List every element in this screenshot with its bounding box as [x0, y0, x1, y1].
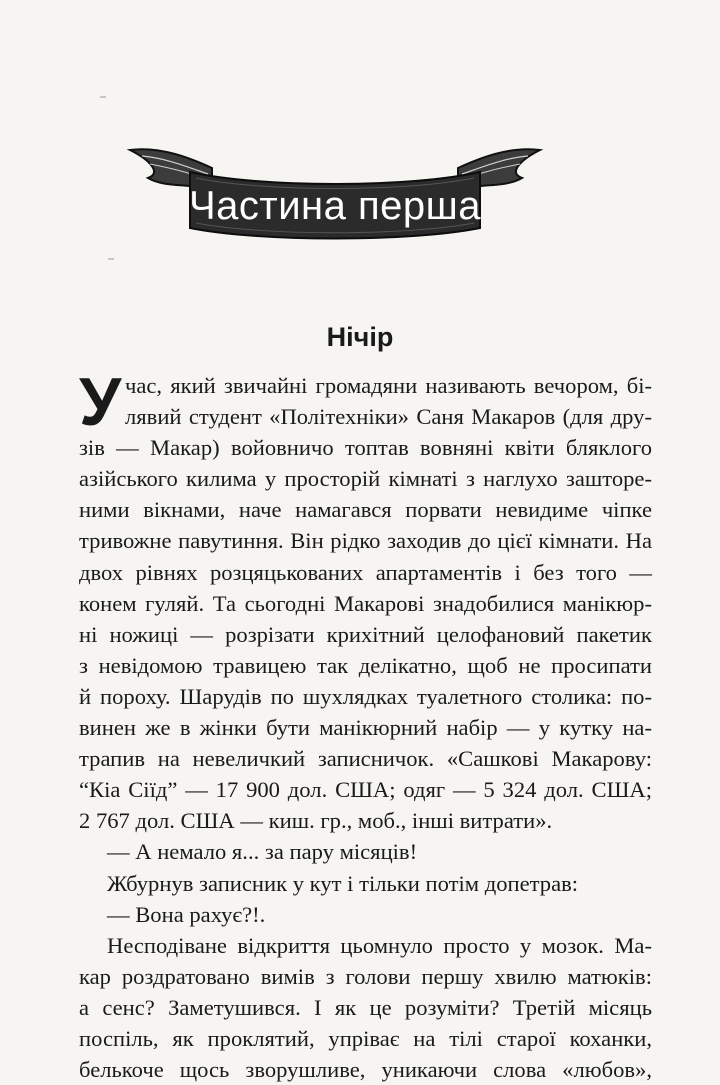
text-line: винен же в жінки бути манікюрний набір — у кутку на-: [79, 715, 652, 741]
text-line: з невідомою травицею так делікатно, щоб не просипати: [79, 652, 652, 678]
text-line: двох рівнях розцяцькованих апартаментів і без того —: [79, 559, 652, 585]
text-line: тривожне павутиння. Він рідко заходив до цієї кімнати. На: [79, 528, 652, 554]
text-line: поспіль, як проклятий, упріває на тілі старої коханки,: [79, 1025, 652, 1051]
text-line: азійського килима у просторій кімнаті з наглухо зашторе-: [79, 466, 652, 492]
part-title: Частина перша: [188, 184, 481, 228]
text-line: й пороху. Шарудів по шухлядках туалетного столика: по-: [79, 683, 652, 709]
text-line: “Кіа Сіїд” — 17 900 дол. США; одяг — 5 324 дол. США;: [79, 777, 652, 803]
scan-speck: [100, 96, 106, 98]
dialogue-line: — А немало я... за пару місяців!: [107, 839, 418, 865]
text-line: Жбурнув записник у кут і тільки потім допетрав:: [107, 870, 579, 896]
text-line: а сенс? Заметушився. І як це розуміти? Третій місяць: [79, 994, 652, 1020]
text-line: конем гуляй. Та сьогодні Макарові знадобилися манікюр-: [79, 590, 652, 616]
text-line: 2 767 дол. США — киш. гр., моб., інші витрати».: [79, 808, 553, 834]
text-line: трапив на невеличкий записничок. «Сашкові Макарову:: [79, 746, 652, 772]
body-text: [79, 364, 652, 1085]
drop-cap: У: [79, 364, 122, 440]
scan-speck: [108, 258, 114, 260]
text-line: белькоче щось зворушливе, уникаючи слова «любов»,: [79, 1057, 652, 1083]
text-line: Несподіване відкриття цьомнуло просто у мозок. Ма-: [107, 932, 652, 958]
chapter-title: Нічір: [326, 322, 394, 352]
text-line: час, який звичайні громадяни називають вечором, бі-: [125, 373, 652, 398]
text-line: кар роздратовано вимів з голови першу хвилю матюків:: [79, 963, 652, 989]
text-line: ними вікнами, наче намагався порвати невидиме чіпке: [79, 497, 652, 523]
dialogue-line: — Вона рахує?!.: [107, 901, 266, 927]
text-line: лявий студент «Політехніки» Саня Макаров (для дру-: [125, 404, 652, 430]
text-line: ні ножиці — розрізати крихітний целофановий пакетик: [79, 621, 652, 647]
text-line: зів — Макар) войовничо топтав вовняні квіти бляклого: [79, 435, 652, 461]
